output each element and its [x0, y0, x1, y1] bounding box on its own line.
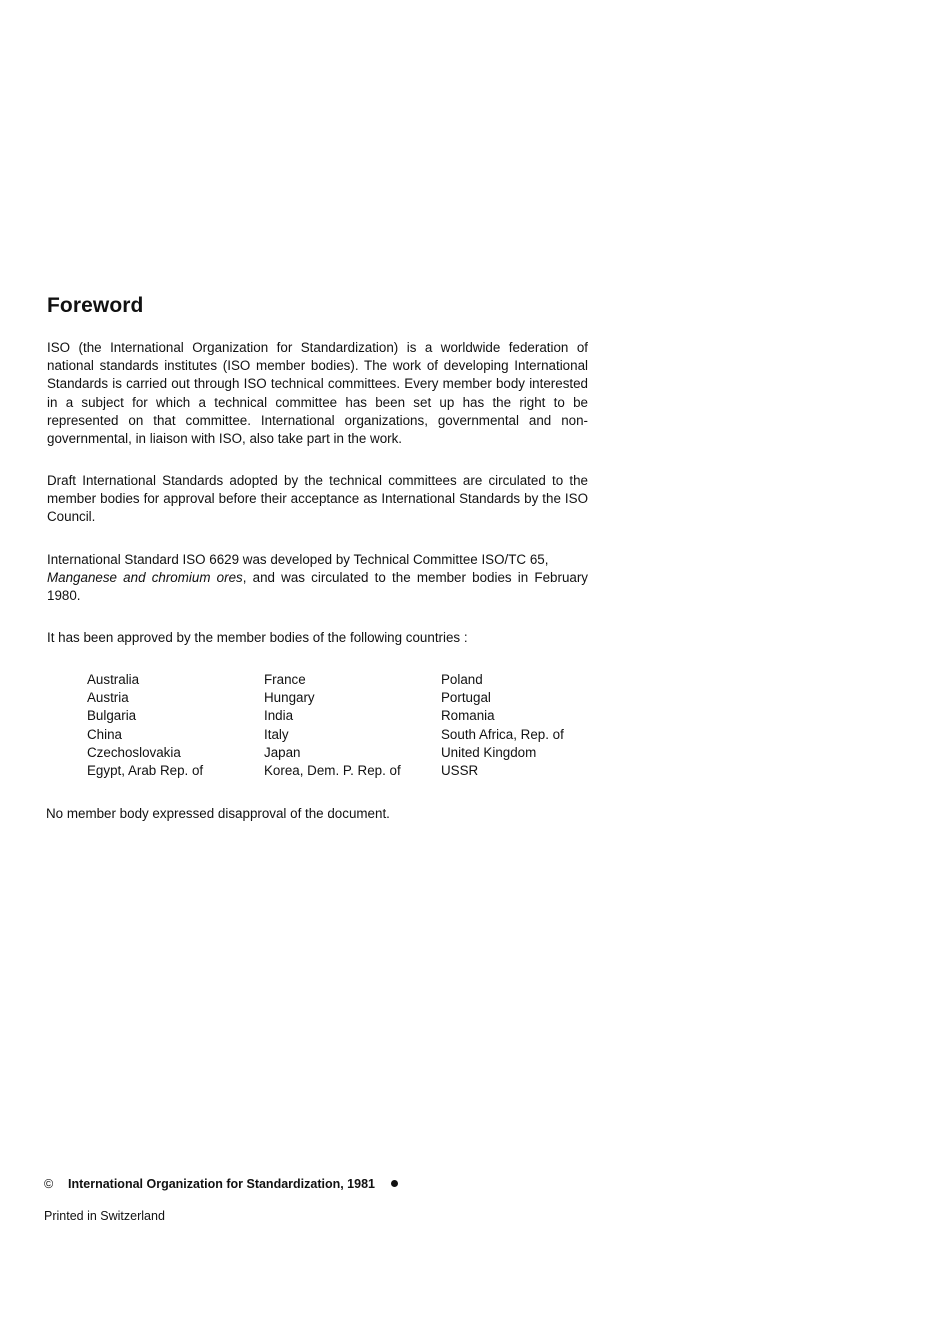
printed-location: Printed in Switzerland	[44, 1209, 165, 1223]
paragraph-iso-description: ISO (the International Organization for Standardization) is a worldwide federation of national standards institutes (ISO member bodies). The work of developing International Standards is carried out through ISO technical committees. Every member body interested in a subject for which a technical committee has been set up has the right to be represented on that committee. International organizations, governmental and non-governmental, in liaison with ISO, also take part in the work.	[47, 340, 588, 447]
country-name: Poland	[441, 672, 483, 687]
country-name: Czechoslovakia	[87, 744, 181, 760]
country-name: Egypt, Arab Rep. of	[87, 762, 204, 778]
country-name: South Africa, Rep. of	[441, 726, 564, 742]
country-column-3	[441, 671, 564, 780]
country-name: Bulgaria	[87, 708, 137, 724]
copyright-symbol: ©	[44, 1177, 54, 1191]
country-name: Korea, Dem. P. Rep. of	[264, 762, 401, 778]
page-title: Foreword	[47, 294, 144, 317]
country-name: Portugal	[441, 690, 491, 706]
country-column-2	[264, 671, 401, 780]
country-name: United Kingdom	[441, 744, 537, 760]
country-name: Australia	[87, 672, 140, 687]
country-name: USSR	[441, 762, 479, 778]
paragraph-approval-intro: It has been approved by the member bodies of the following countries :	[47, 630, 468, 645]
country-name: France	[264, 672, 306, 687]
standard-origin-text-continued: , and was circulated to the member bodies in February 1980.	[47, 570, 588, 604]
copyright-text: International Organization for Standardization, 1981	[68, 1177, 375, 1191]
copyright-line	[44, 1177, 398, 1191]
standard-origin-text: International Standard ISO 6629 was developed by Technical Committee ISO/TC 65,	[47, 552, 549, 567]
bullet-icon	[391, 1180, 398, 1187]
country-column-1	[87, 671, 203, 780]
paragraph-standard-origin	[47, 551, 588, 606]
country-name: Austria	[87, 690, 129, 706]
country-name: Italy	[264, 726, 289, 742]
country-name: Japan	[264, 744, 301, 760]
country-name: China	[87, 726, 122, 742]
country-name: Romania	[441, 708, 495, 724]
country-name: Hungary	[264, 690, 315, 706]
country-name: India	[264, 708, 294, 724]
paragraph-no-disapproval: No member body expressed disapproval of the document.	[46, 806, 390, 821]
committee-title: Manganese and chromium ores	[47, 570, 243, 586]
paragraph-draft-standards: Draft International Standards adopted by the technical committees are circulated to the member bodies for approval before their acceptance as International Standards by the ISO Council.	[47, 473, 588, 525]
